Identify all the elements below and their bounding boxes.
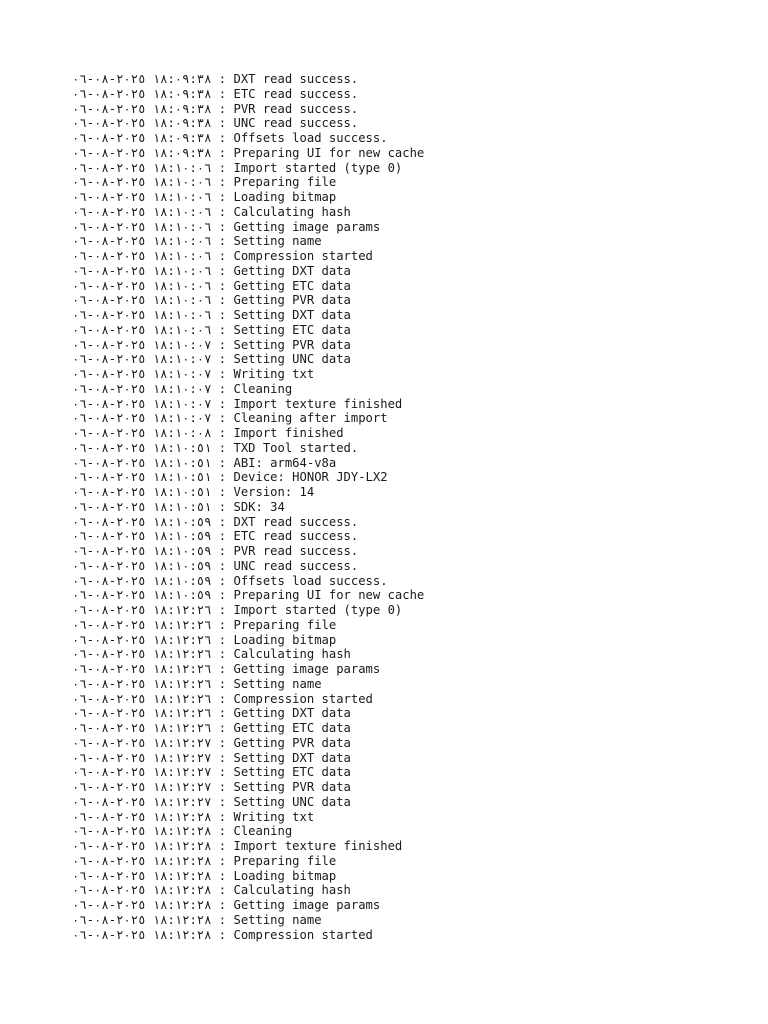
log-line: ١٨:١٠:٥٩ ٢٠٢٥-٠٨-٠٦ : DXT read success. [72, 514, 359, 529]
log-date: ٢٠٢٥-٠٨-٠٦ [72, 470, 146, 485]
log-time: ١٨:١٢:٢٦ [152, 647, 212, 662]
log-line: ١٨:١٢:٢٨ ٢٠٢٥-٠٨-٠٦ : Cleaning [72, 824, 293, 839]
log-date: ٢٠٢٥-٠٨-٠٦ [72, 263, 146, 278]
log-message: Setting ETC data [233, 765, 351, 780]
log-message: Compression started [233, 691, 373, 706]
log-date: ٢٠٢٥-٠٨-٠٦ [72, 927, 146, 942]
log-time: ١٨:١٢:٢٧ [152, 765, 212, 780]
log-time: ١٨:١٠:٠٦ [152, 322, 212, 337]
log-time: ١٨:٠٩:٣٨ [152, 101, 212, 116]
log-message: Setting ETC data [233, 322, 351, 337]
log-time: ١٨:١٢:٢٧ [152, 780, 212, 794]
log-message: Compression started [233, 249, 373, 263]
log-message: Loading bitmap [233, 190, 337, 204]
log-time: ١٨:١٠:٠٦ [152, 219, 212, 234]
log-message: Cleaning [233, 381, 293, 396]
log-line: ١٨:١٢:٢٦ ٢٠٢٥-٠٨-٠٦ : Compression started [72, 691, 373, 706]
log-date: ٢٠٢٥-٠٨-٠٦ [72, 426, 146, 440]
log-line: ١٨:١٠:٠٦ ٢٠٢٥-٠٨-٠٦ : Getting PVR data [72, 293, 351, 308]
log-time: ١٨:١٠:٥١ [152, 499, 212, 514]
log-time: ١٨:١٢:٢٨ [152, 898, 212, 912]
log-time: ١٨:١٠:٥٩ [152, 529, 212, 544]
log-date: ٢٠٢٥-٠٨-٠٦ [72, 794, 146, 809]
log-line: ١٨:١٠:٥٩ ٢٠٢٥-٠٨-٠٦ : Preparing UI for new cache [72, 588, 425, 603]
log-message: Setting name [233, 912, 322, 927]
log-line: ١٨:١٠:٠٧ ٢٠٢٥-٠٨-٠٦ : Import texture finished [72, 396, 403, 411]
log-text-block [72, 72, 752, 942]
log-message: Calculating hash [233, 883, 351, 898]
log-line: ١٨:١٢:٢٦ ٢٠٢٥-٠٨-٠٦ : Loading bitmap [72, 632, 337, 647]
log-date: ٢٠٢٥-٠٨-٠٦ [72, 676, 146, 691]
log-message: Calculating hash [233, 647, 351, 662]
log-message: Loading bitmap [233, 632, 337, 647]
log-time: ١٨:١٢:٢٦ [152, 632, 212, 647]
log-date: ٢٠٢٥-٠٨-٠٦ [72, 381, 146, 396]
log-date: ٢٠٢٥-٠٨-٠٦ [72, 603, 146, 617]
log-line: ١٨:١٠:٠٦ ٢٠٢٥-٠٨-٠٦ : Compression started [72, 249, 373, 263]
log-line: ١٨:١٠:٥١ ٢٠٢٥-٠٨-٠٦ : TXD Tool started. [72, 440, 359, 455]
log-line: ١٨:١٠:٥٩ ٢٠٢٥-٠٨-٠٦ : ETC read success. [72, 529, 359, 544]
log-time: ١٨:١٢:٢٨ [152, 853, 212, 868]
log-line: ١٨:١٢:٢٦ ٢٠٢٥-٠٨-٠٦ : Calculating hash [72, 647, 351, 662]
log-line: ١٨:١٢:٢٧ ٢٠٢٥-٠٨-٠٦ : Setting DXT data [72, 750, 351, 765]
log-time: ١٨:١٠:٠٧ [152, 381, 212, 396]
log-line: ١٨:١٠:٠٦ ٢٠٢٥-٠٨-٠٦ : Calculating hash [72, 204, 351, 219]
log-line: ١٨:١٠:٠٦ ٢٠٢٥-٠٨-٠٦ : Getting image params [72, 219, 381, 234]
log-time: ١٨:١٢:٢٨ [152, 839, 212, 853]
log-line: ١٨:١٠:٥١ ٢٠٢٥-٠٨-٠٦ : Device: HONOR JDY-LX2 [72, 470, 388, 485]
log-line: ١٨:١٠:٠٨ ٢٠٢٥-٠٨-٠٦ : Import finished [72, 426, 344, 440]
log-time: ١٨:١٢:٢٦ [152, 706, 212, 721]
log-message: Import finished [233, 426, 344, 440]
log-date: ٢٠٢٥-٠٨-٠٦ [72, 514, 146, 529]
log-line: ١٨:٠٩:٣٨ ٢٠٢٥-٠٨-٠٦ : Offsets load success. [72, 131, 388, 145]
log-date: ٢٠٢٥-٠٨-٠٦ [72, 883, 146, 898]
log-date: ٢٠٢٥-٠٨-٠٦ [72, 499, 146, 514]
log-time: ١٨:١٠:٥٩ [152, 573, 212, 588]
log-time: ١٨:١٠:٥٩ [152, 514, 212, 529]
log-date: ٢٠٢٥-٠٨-٠٦ [72, 455, 146, 470]
log-line: ١٨:١٢:٢٨ ٢٠٢٥-٠٨-٠٦ : Calculating hash [72, 883, 351, 898]
log-line: ١٨:١٢:٢٨ ٢٠٢٥-٠٨-٠٦ : Loading bitmap [72, 868, 337, 883]
log-date: ٢٠٢٥-٠٨-٠٦ [72, 824, 146, 839]
log-date: ٢٠٢٥-٠٨-٠٦ [72, 337, 146, 352]
log-line: ١٨:١٢:٢٨ ٢٠٢٥-٠٨-٠٦ : Setting name [72, 912, 322, 927]
log-line: ١٨:١٠:٠٦ ٢٠٢٥-٠٨-٠٦ : Setting name [72, 234, 322, 249]
log-time: ١٨:٠٩:٣٨ [152, 131, 212, 145]
log-line: ١٨:١٢:٢٦ ٢٠٢٥-٠٨-٠٦ : Import started (type 0) [72, 603, 403, 617]
log-message: Offsets load success. [233, 573, 388, 588]
log-date: ٢٠٢٥-٠٨-٠٦ [72, 440, 146, 455]
log-time: ١٨:١٠:٠٧ [152, 337, 212, 352]
log-message: Getting PVR data [233, 735, 351, 750]
log-time: ١٨:١٢:٢٦ [152, 617, 212, 632]
log-message: Import started (type 0) [233, 603, 403, 617]
log-message: Setting name [233, 676, 322, 691]
log-line: ١٨:١٠:٠٦ ٢٠٢٥-٠٨-٠٦ : Loading bitmap [72, 190, 337, 204]
log-date: ٢٠٢٥-٠٨-٠٦ [72, 145, 146, 160]
log-date: ٢٠٢٥-٠٨-٠٦ [72, 662, 146, 676]
log-line: ١٨:١٠:٠٧ ٢٠٢٥-٠٨-٠٦ : Writing txt [72, 367, 315, 381]
log-time: ١٨:٠٩:٣٨ [152, 145, 212, 160]
log-time: ١٨:١٢:٢٦ [152, 721, 212, 735]
log-message: Setting PVR data [233, 780, 351, 794]
log-date: ٢٠٢٥-٠٨-٠٦ [72, 352, 146, 367]
log-line: ١٨:١٢:٢٨ ٢٠٢٥-٠٨-٠٦ : Compression started [72, 927, 373, 942]
log-time: ١٨:١٠:٥١ [152, 440, 212, 455]
log-date: ٢٠٢٥-٠٨-٠٦ [72, 544, 146, 558]
log-time: ١٨:١٢:٢٦ [152, 603, 212, 617]
log-time: ١٨:١٠:٠٨ [152, 426, 212, 440]
log-time: ١٨:١٠:٠٧ [152, 411, 212, 426]
log-message: TXD Tool started. [233, 440, 359, 455]
log-time: ١٨:١٢:٢٨ [152, 883, 212, 898]
log-line: ١٨:١٢:٢٦ ٢٠٢٥-٠٨-٠٦ : Setting name [72, 676, 322, 691]
log-line: ١٨:١٢:٢٦ ٢٠٢٥-٠٨-٠٦ : Getting ETC data [72, 721, 351, 735]
log-date: ٢٠٢٥-٠٨-٠٦ [72, 839, 146, 853]
log-message: Preparing UI for new cache [233, 588, 425, 603]
log-time: ١٨:١٠:٠٦ [152, 293, 212, 308]
log-message: Preparing UI for new cache [233, 145, 425, 160]
log-message: Getting DXT data [233, 706, 351, 721]
log-message: Version: 14 [233, 485, 315, 499]
log-line: ١٨:١٢:٢٧ ٢٠٢٥-٠٨-٠٦ : Setting UNC data [72, 794, 351, 809]
log-line: ١٨:١٢:٢٦ ٢٠٢٥-٠٨-٠٦ : Getting image params [72, 662, 381, 676]
log-date: ٢٠٢٥-٠٨-٠٦ [72, 234, 146, 249]
log-date: ٢٠٢٥-٠٨-٠٦ [72, 898, 146, 912]
log-date: ٢٠٢٥-٠٨-٠٦ [72, 204, 146, 219]
log-time: ١٨:١٢:٢٨ [152, 927, 212, 942]
log-line: ١٨:١٠:٥١ ٢٠٢٥-٠٨-٠٦ : Version: 14 [72, 485, 315, 499]
log-message: DXT read success. [233, 72, 359, 86]
log-message: Cleaning after import [233, 411, 388, 426]
log-message: Preparing file [233, 175, 337, 190]
log-line: ١٨:١٢:٢٧ ٢٠٢٥-٠٨-٠٦ : Setting ETC data [72, 765, 351, 780]
log-message: Setting UNC data [233, 794, 351, 809]
log-time: ١٨:١٠:٥٩ [152, 588, 212, 603]
log-time: ١٨:١٠:٠٦ [152, 308, 212, 322]
log-date: ٢٠٢٥-٠٨-٠٦ [72, 706, 146, 721]
log-line: ١٨:١٠:٠٦ ٢٠٢٥-٠٨-٠٦ : Getting ETC data [72, 278, 351, 293]
log-line: ١٨:١٠:٥٩ ٢٠٢٥-٠٨-٠٦ : UNC read success. [72, 558, 359, 573]
log-message: Device: HONOR JDY-LX2 [233, 470, 388, 485]
log-date: ٢٠٢٥-٠٨-٠٦ [72, 617, 146, 632]
log-time: ١٨:١٢:٢٧ [152, 750, 212, 765]
log-time: ١٨:١٢:٢٨ [152, 912, 212, 927]
log-time: ١٨:٠٩:٣٨ [152, 86, 212, 101]
log-date: ٢٠٢٥-٠٨-٠٦ [72, 529, 146, 544]
log-message: UNC read success. [233, 558, 359, 573]
log-date: ٢٠٢٥-٠٨-٠٦ [72, 160, 146, 175]
log-line: ١٨:١٢:٢٧ ٢٠٢٥-٠٨-٠٦ : Setting PVR data [72, 780, 351, 794]
log-message: Compression started [233, 927, 373, 942]
log-message: Getting ETC data [233, 721, 351, 735]
log-message: Getting image params [233, 219, 381, 234]
log-line: ١٨:١٢:٢٧ ٢٠٢٥-٠٨-٠٦ : Getting PVR data [72, 735, 351, 750]
log-date: ٢٠٢٥-٠٨-٠٦ [72, 101, 146, 116]
log-line: ١٨:١٠:٠٧ ٢٠٢٥-٠٨-٠٦ : Setting PVR data [72, 337, 351, 352]
log-message: Cleaning [233, 824, 293, 839]
log-message: Setting UNC data [233, 352, 351, 367]
log-date: ٢٠٢٥-٠٨-٠٦ [72, 588, 146, 603]
log-message: Preparing file [233, 617, 337, 632]
log-line: ١٨:١٠:٠٧ ٢٠٢٥-٠٨-٠٦ : Cleaning [72, 381, 293, 396]
log-message: Calculating hash [233, 204, 351, 219]
log-time: ١٨:١٠:٠٦ [152, 190, 212, 204]
log-line: ١٨:١٢:٢٨ ٢٠٢٥-٠٨-٠٦ : Writing txt [72, 809, 315, 824]
log-date: ٢٠٢٥-٠٨-٠٦ [72, 72, 146, 86]
log-date: ٢٠٢٥-٠٨-٠٦ [72, 411, 146, 426]
log-time: ١٨:١٢:٢٨ [152, 868, 212, 883]
log-date: ٢٠٢٥-٠٨-٠٦ [72, 647, 146, 662]
log-line: ١٨:٠٩:٣٨ ٢٠٢٥-٠٨-٠٦ : PVR read success. [72, 101, 359, 116]
log-message: Setting DXT data [233, 750, 351, 765]
log-time: ١٨:١٠:٠٦ [152, 160, 212, 175]
log-time: ١٨:١٢:٢٦ [152, 676, 212, 691]
log-date: ٢٠٢٥-٠٨-٠٦ [72, 809, 146, 824]
log-date: ٢٠٢٥-٠٨-٠٦ [72, 175, 146, 190]
log-time: ١٨:١٠:٠٦ [152, 204, 212, 219]
log-date: ٢٠٢٥-٠٨-٠٦ [72, 219, 146, 234]
log-time: ١٨:١٢:٢٨ [152, 809, 212, 824]
log-date: ٢٠٢٥-٠٨-٠٦ [72, 573, 146, 588]
log-time: ١٨:١٠:٥٩ [152, 544, 212, 558]
log-time: ١٨:١٢:٢٦ [152, 662, 212, 676]
log-time: ١٨:١٠:٠٧ [152, 396, 212, 411]
log-date: ٢٠٢٥-٠٨-٠٦ [72, 367, 146, 381]
log-line: ١٨:٠٩:٣٨ ٢٠٢٥-٠٨-٠٦ : ETC read success. [72, 86, 359, 101]
log-time: ١٨:١٠:٠٦ [152, 263, 212, 278]
log-date: ٢٠٢٥-٠٨-٠٦ [72, 780, 146, 794]
log-message: Preparing file [233, 853, 337, 868]
log-date: ٢٠٢٥-٠٨-٠٦ [72, 632, 146, 647]
log-time: ١٨:١٠:٠٦ [152, 278, 212, 293]
log-line: ١٨:١٢:٢٨ ٢٠٢٥-٠٨-٠٦ : Getting image params [72, 898, 381, 912]
log-time: ١٨:١٠:٥٩ [152, 558, 212, 573]
log-date: ٢٠٢٥-٠٨-٠٦ [72, 558, 146, 573]
log-message: Writing txt [233, 809, 315, 824]
log-message: Setting name [233, 234, 322, 249]
log-message: Import texture finished [233, 839, 403, 853]
log-time: ١٨:١٠:٠٧ [152, 352, 212, 367]
log-time: ١٨:١٠:٥١ [152, 485, 212, 499]
log-line: ١٨:١٠:٥٩ ٢٠٢٥-٠٨-٠٦ : PVR read success. [72, 544, 359, 558]
log-date: ٢٠٢٥-٠٨-٠٦ [72, 396, 146, 411]
log-time: ١٨:١٠:٠٦ [152, 175, 212, 190]
log-date: ٢٠٢٥-٠٨-٠٦ [72, 750, 146, 765]
log-date: ٢٠٢٥-٠٨-٠٦ [72, 249, 146, 263]
log-message: Getting image params [233, 662, 381, 676]
log-message: Getting PVR data [233, 293, 351, 308]
log-message: Getting image params [233, 898, 381, 912]
log-message: Import started (type 0) [233, 160, 403, 175]
log-message: Setting DXT data [233, 308, 351, 322]
log-line: ١٨:٠٩:٣٨ ٢٠٢٥-٠٨-٠٦ : Preparing UI for new cache [72, 145, 425, 160]
log-line: ١٨:١٠:٠٦ ٢٠٢٥-٠٨-٠٦ : Getting DXT data [72, 263, 351, 278]
log-line: ١٨:١٠:٠٧ ٢٠٢٥-٠٨-٠٦ : Setting UNC data [72, 352, 351, 367]
log-time: ١٨:١٠:٠٧ [152, 367, 212, 381]
log-message: ABI: arm64-v8a [233, 455, 337, 470]
log-date: ٢٠٢٥-٠٨-٠٦ [72, 293, 146, 308]
log-time: ١٨:٠٩:٣٨ [152, 116, 212, 131]
log-message: ETC read success. [233, 86, 359, 101]
log-message: Setting PVR data [233, 337, 351, 352]
log-line: ١٨:١٠:٥١ ٢٠٢٥-٠٨-٠٦ : SDK: 34 [72, 499, 285, 514]
log-message: UNC read success. [233, 116, 359, 131]
log-time: ١٨:٠٩:٣٨ [152, 72, 212, 86]
log-line: ١٨:١٢:٢٦ ٢٠٢٥-٠٨-٠٦ : Preparing file [72, 617, 337, 632]
log-date: ٢٠٢٥-٠٨-٠٦ [72, 131, 146, 145]
log-line: ١٨:١٠:٠٦ ٢٠٢٥-٠٨-٠٦ : Preparing file [72, 175, 337, 190]
log-line: ١٨:١٠:٥٩ ٢٠٢٥-٠٨-٠٦ : Offsets load success. [72, 573, 388, 588]
log-message: Getting DXT data [233, 263, 351, 278]
log-message: DXT read success. [233, 514, 359, 529]
log-message: PVR read success. [233, 544, 359, 558]
log-date: ٢٠٢٥-٠٨-٠٦ [72, 853, 146, 868]
log-message: Writing txt [233, 367, 315, 381]
log-time: ١٨:١٢:٢٨ [152, 824, 212, 839]
log-time: ١٨:١٠:٥١ [152, 455, 212, 470]
log-message: Getting ETC data [233, 278, 351, 293]
log-date: ٢٠٢٥-٠٨-٠٦ [72, 868, 146, 883]
log-line: ١٨:١٠:٠٧ ٢٠٢٥-٠٨-٠٦ : Cleaning after import [72, 411, 388, 426]
log-line: ١٨:١٠:٠٦ ٢٠٢٥-٠٨-٠٦ : Setting DXT data [72, 308, 351, 322]
log-message: SDK: 34 [233, 499, 285, 514]
log-line: ١٨:٠٩:٣٨ ٢٠٢٥-٠٨-٠٦ : DXT read success. [72, 72, 359, 86]
log-date: ٢٠٢٥-٠٨-٠٦ [72, 691, 146, 706]
log-time: ١٨:١٢:٢٦ [152, 691, 212, 706]
log-date: ٢٠٢٥-٠٨-٠٦ [72, 190, 146, 204]
log-time: ١٨:١٠:٠٦ [152, 249, 212, 263]
log-time: ١٨:١٠:٥١ [152, 470, 212, 485]
log-time: ١٨:١٢:٢٧ [152, 735, 212, 750]
log-date: ٢٠٢٥-٠٨-٠٦ [72, 278, 146, 293]
log-date: ٢٠٢٥-٠٨-٠٦ [72, 765, 146, 780]
log-date: ٢٠٢٥-٠٨-٠٦ [72, 308, 146, 322]
log-line: ١٨:١٢:٢٨ ٢٠٢٥-٠٨-٠٦ : Import texture finished [72, 839, 403, 853]
log-line: ١٨:١٠:٠٦ ٢٠٢٥-٠٨-٠٦ : Import started (type 0) [72, 160, 403, 175]
log-line: ١٨:١٠:٥١ ٢٠٢٥-٠٨-٠٦ : ABI: arm64-v8a [72, 455, 337, 470]
log-line: ١٨:٠٩:٣٨ ٢٠٢٥-٠٨-٠٦ : UNC read success. [72, 116, 359, 131]
log-time: ١٨:١٢:٢٧ [152, 794, 212, 809]
log-date: ٢٠٢٥-٠٨-٠٦ [72, 485, 146, 499]
log-message: Offsets load success. [233, 131, 388, 145]
log-date: ٢٠٢٥-٠٨-٠٦ [72, 721, 146, 735]
log-date: ٢٠٢٥-٠٨-٠٦ [72, 116, 146, 131]
log-message: Import texture finished [233, 396, 403, 411]
log-message: ETC read success. [233, 529, 359, 544]
log-date: ٢٠٢٥-٠٨-٠٦ [72, 735, 146, 750]
log-line: ١٨:١٢:٢٦ ٢٠٢٥-٠٨-٠٦ : Getting DXT data [72, 706, 351, 721]
log-date: ٢٠٢٥-٠٨-٠٦ [72, 86, 146, 101]
log-line: ١٨:١٠:٠٦ ٢٠٢٥-٠٨-٠٦ : Setting ETC data [72, 322, 351, 337]
log-time: ١٨:١٠:٠٦ [152, 234, 212, 249]
log-date: ٢٠٢٥-٠٨-٠٦ [72, 322, 146, 337]
log-message: Loading bitmap [233, 868, 337, 883]
log-line: ١٨:١٢:٢٨ ٢٠٢٥-٠٨-٠٦ : Preparing file [72, 853, 337, 868]
log-message: PVR read success. [233, 101, 359, 116]
log-date: ٢٠٢٥-٠٨-٠٦ [72, 912, 146, 927]
